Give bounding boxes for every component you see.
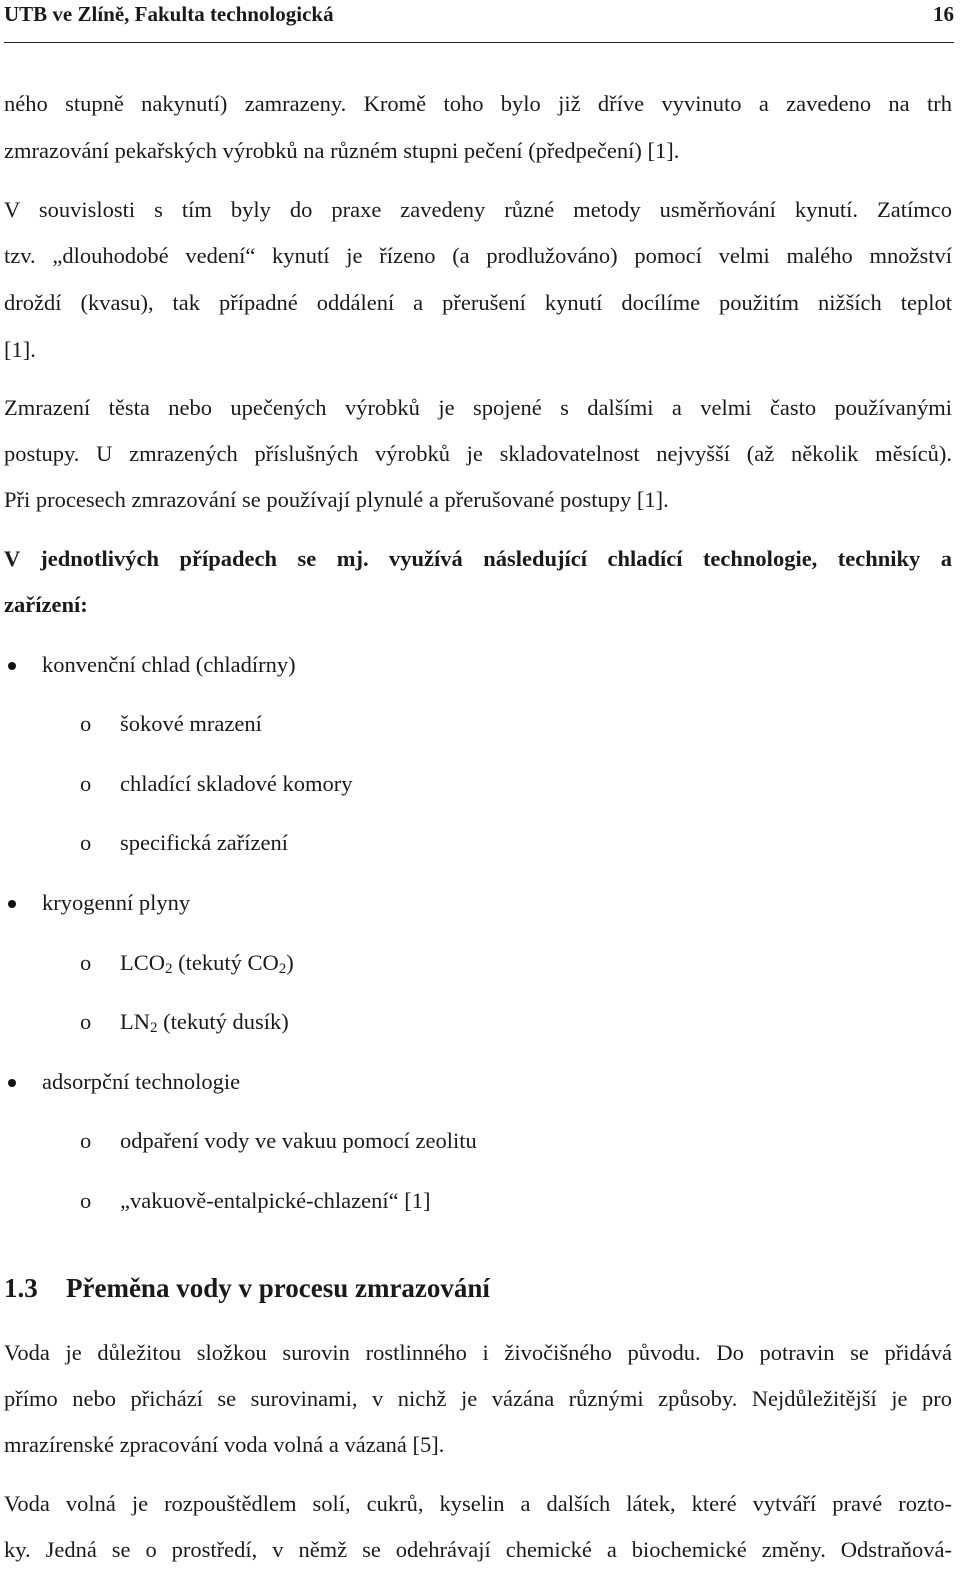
paragraph-line: tzv. „dlouhodobé vedení“ kynutí je řízeno (a prodlužováno) pomocí velmi malého množství <box>4 243 952 268</box>
list-subitem: „vakuově-entalpické-chlazení“ [1] <box>120 1188 431 1213</box>
list-subitem: šokové mrazení <box>120 711 262 736</box>
formula-text: (tekutý dusík) <box>157 1009 289 1034</box>
subscript: 2 <box>150 1020 158 1036</box>
list-subitem: odpaření vody ve vakuu pomocí zeolitu <box>120 1128 477 1153</box>
section-number: 1.3 <box>4 1273 38 1303</box>
bullet-icon <box>8 1079 16 1087</box>
list-subitem-ln2 <box>120 1009 289 1035</box>
section-heading <box>4 1273 490 1304</box>
paragraph-line: mrazírenské zpracování voda volná a vázaná [5]. <box>4 1432 445 1457</box>
paragraph-line: V souvislosti s tím byly do praxe zavedeny různé metody usměrňování kynutí. Zatímco <box>4 197 952 222</box>
list-item: adsorpční technologie <box>42 1069 241 1094</box>
paragraph-line: přímo nebo přichází se surovinami, v nichž je vázána různými způsoby. Nejdůležitější je pro <box>4 1386 952 1411</box>
circle-bullet-icon: o <box>80 711 92 736</box>
page-number: 16 <box>933 2 954 26</box>
bullet-icon <box>8 900 16 908</box>
paragraph-line: ného stupně nakynutí) zamrazeny. Kromě toho bylo již dříve vyvinuto a zavedeno na trh <box>4 91 952 116</box>
formula-text: LCO <box>120 950 165 975</box>
paragraph-line: ky. Jedná se o prostředí, v němž se odehrávají chemické a biochemické změny. Odstraňová- <box>4 1537 952 1562</box>
list-subitem: specifická zařízení <box>120 830 289 855</box>
bullet-icon <box>8 662 16 670</box>
circle-bullet-icon: o <box>80 830 92 855</box>
paragraph-line: Při procesech zmrazování se používají plynulé a přerušované postupy [1]. <box>4 487 669 512</box>
paragraph-line: Zmrazení těsta nebo upečených výrobků je spojené s dalšími a velmi často používanými <box>4 395 952 420</box>
bold-intro-line: zařízení: <box>4 592 88 617</box>
formula-text: LN <box>120 1009 150 1034</box>
circle-bullet-icon: o <box>80 1009 92 1034</box>
circle-bullet-icon: o <box>80 950 92 975</box>
section-title: Přeměna vody v procesu zmrazování <box>66 1273 490 1303</box>
paragraph-line: zmrazování pekařských výrobků na různém stupni pečení (předpečení) [1]. <box>4 138 680 163</box>
list-item: konvenční chlad (chladírny) <box>42 652 296 677</box>
paragraph-line: postupy. U zmrazených příslušných výrobků je skladovatelnost nejvyšší (až několik měsíců). <box>4 441 952 466</box>
circle-bullet-icon: o <box>80 1128 92 1153</box>
circle-bullet-icon: o <box>80 1188 92 1213</box>
header-title: UTB ve Zlíně, Fakulta technologická <box>4 2 334 26</box>
page-header <box>4 0 954 43</box>
bold-intro-line: V jednotlivých případech se mj. využívá následující chladící technologie, techniky a <box>4 546 952 571</box>
paragraph-line: droždí (kvasu), tak případné oddálení a přerušení kynutí docílíme použitím nižších teplot <box>4 290 952 315</box>
subscript: 2 <box>278 961 287 977</box>
list-subitem: chladící skladové komory <box>120 771 353 796</box>
paragraph-line: Voda je důležitou složkou surovin rostlinného i živočišného původu. Do potravin se přidává <box>4 1340 952 1365</box>
subscript: 2 <box>165 961 173 977</box>
list-item: kryogenní plyny <box>42 890 191 915</box>
list-subitem-lco2 <box>120 950 294 976</box>
formula-text: ) <box>286 950 294 975</box>
paragraph-line: Voda volná je rozpouštědlem solí, cukrů, kyselin a dalších látek, které vytváří pravé rozto- <box>4 1491 952 1516</box>
circle-bullet-icon: o <box>80 771 92 796</box>
formula-text: (tekutý CO <box>172 950 279 975</box>
paragraph-line: [1]. <box>4 337 36 362</box>
